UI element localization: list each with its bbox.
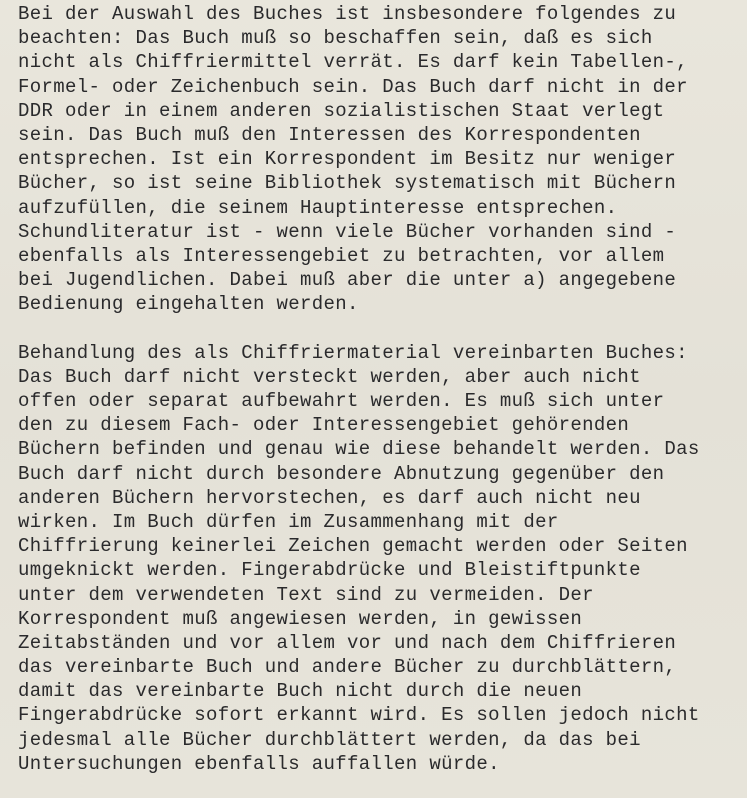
text-line: bei Jugendlichen. Dabei muß aber die unter a) angegebene	[18, 269, 677, 292]
text-line: den zu diesem Fach- oder Interessengebiet gehörenden	[18, 414, 630, 437]
text-line: umgeknickt werden. Fingerabdrücke und Bleistiftpunkte	[18, 559, 641, 582]
text-line: anderen Büchern hervorstechen, es darf auch nicht neu	[18, 486, 641, 509]
text-line: Schundliteratur ist - wenn viele Bücher vorhanden sind -	[18, 220, 677, 243]
text-line: Bei der Auswahl des Buches ist insbesondere folgendes zu	[18, 3, 677, 25]
text-line: aufzufüllen, die seinem Hauptinteresse entsprechen.	[18, 196, 618, 219]
text-line: das vereinbarte Buch und andere Bücher zu durchblättern,	[18, 656, 677, 679]
text-line: entsprechen. Ist ein Korrespondent im Besitz nur weniger	[18, 148, 677, 171]
paragraph-gap	[18, 316, 741, 340]
text-line: Bücher, so ist seine Bibliothek systematisch mit Büchern	[18, 172, 677, 195]
text-line: Büchern befinden und genau wie diese behandelt werden. Das	[18, 438, 700, 461]
text-line: Fingerabdrücke sofort erkannt wird. Es sollen jedoch nicht	[18, 704, 700, 727]
text-line: jedesmal alle Bücher durchblättert werden, da das bei	[18, 728, 641, 751]
text-line: Das Buch darf nicht versteckt werden, aber auch nicht	[18, 365, 641, 388]
text-line: Chiffrierung keinerlei Zeichen gemacht werden oder Seiten	[18, 535, 688, 558]
text-line: nicht als Chiffriermittel verrät. Es darf kein Tabellen-,	[18, 51, 688, 74]
text-line: ebenfalls als Interessengebiet zu betrachten, vor allem	[18, 244, 665, 267]
paragraph-book-selection	[18, 2, 741, 316]
text-line: wirken. Im Buch dürfen im Zusammenhang mit der	[18, 510, 559, 533]
text-line: damit das vereinbarte Buch nicht durch die neuen	[18, 680, 583, 703]
text-line: Untersuchungen ebenfalls auffallen würde.	[18, 752, 500, 775]
text-line: sein. Das Buch muß den Interessen des Korrespondenten	[18, 123, 641, 146]
text-line: Behandlung des als Chiffriermaterial vereinbarten Buches:	[18, 341, 688, 364]
text-line: Buch darf nicht durch besondere Abnutzung gegenüber den	[18, 462, 665, 485]
text-line: beachten: Das Buch muß so beschaffen sein, daß es sich	[18, 27, 653, 50]
text-line: DDR oder in einem anderen sozialistischen Staat verlegt	[18, 99, 665, 122]
text-line: Bedienung eingehalten werden.	[18, 293, 359, 316]
text-line: offen oder separat aufbewahrt werden. Es muß sich unter	[18, 390, 665, 412]
paragraph-book-handling	[18, 341, 741, 776]
text-line: Formel- oder Zeichenbuch sein. Das Buch darf nicht in der	[18, 75, 688, 98]
text-line: unter dem verwendeten Text sind zu vermeiden. Der	[18, 583, 594, 606]
text-line: Zeitabständen und vor allem vor und nach dem Chiffrieren	[18, 631, 677, 654]
text-line: Korrespondent muß angewiesen werden, in gewissen	[18, 607, 583, 630]
